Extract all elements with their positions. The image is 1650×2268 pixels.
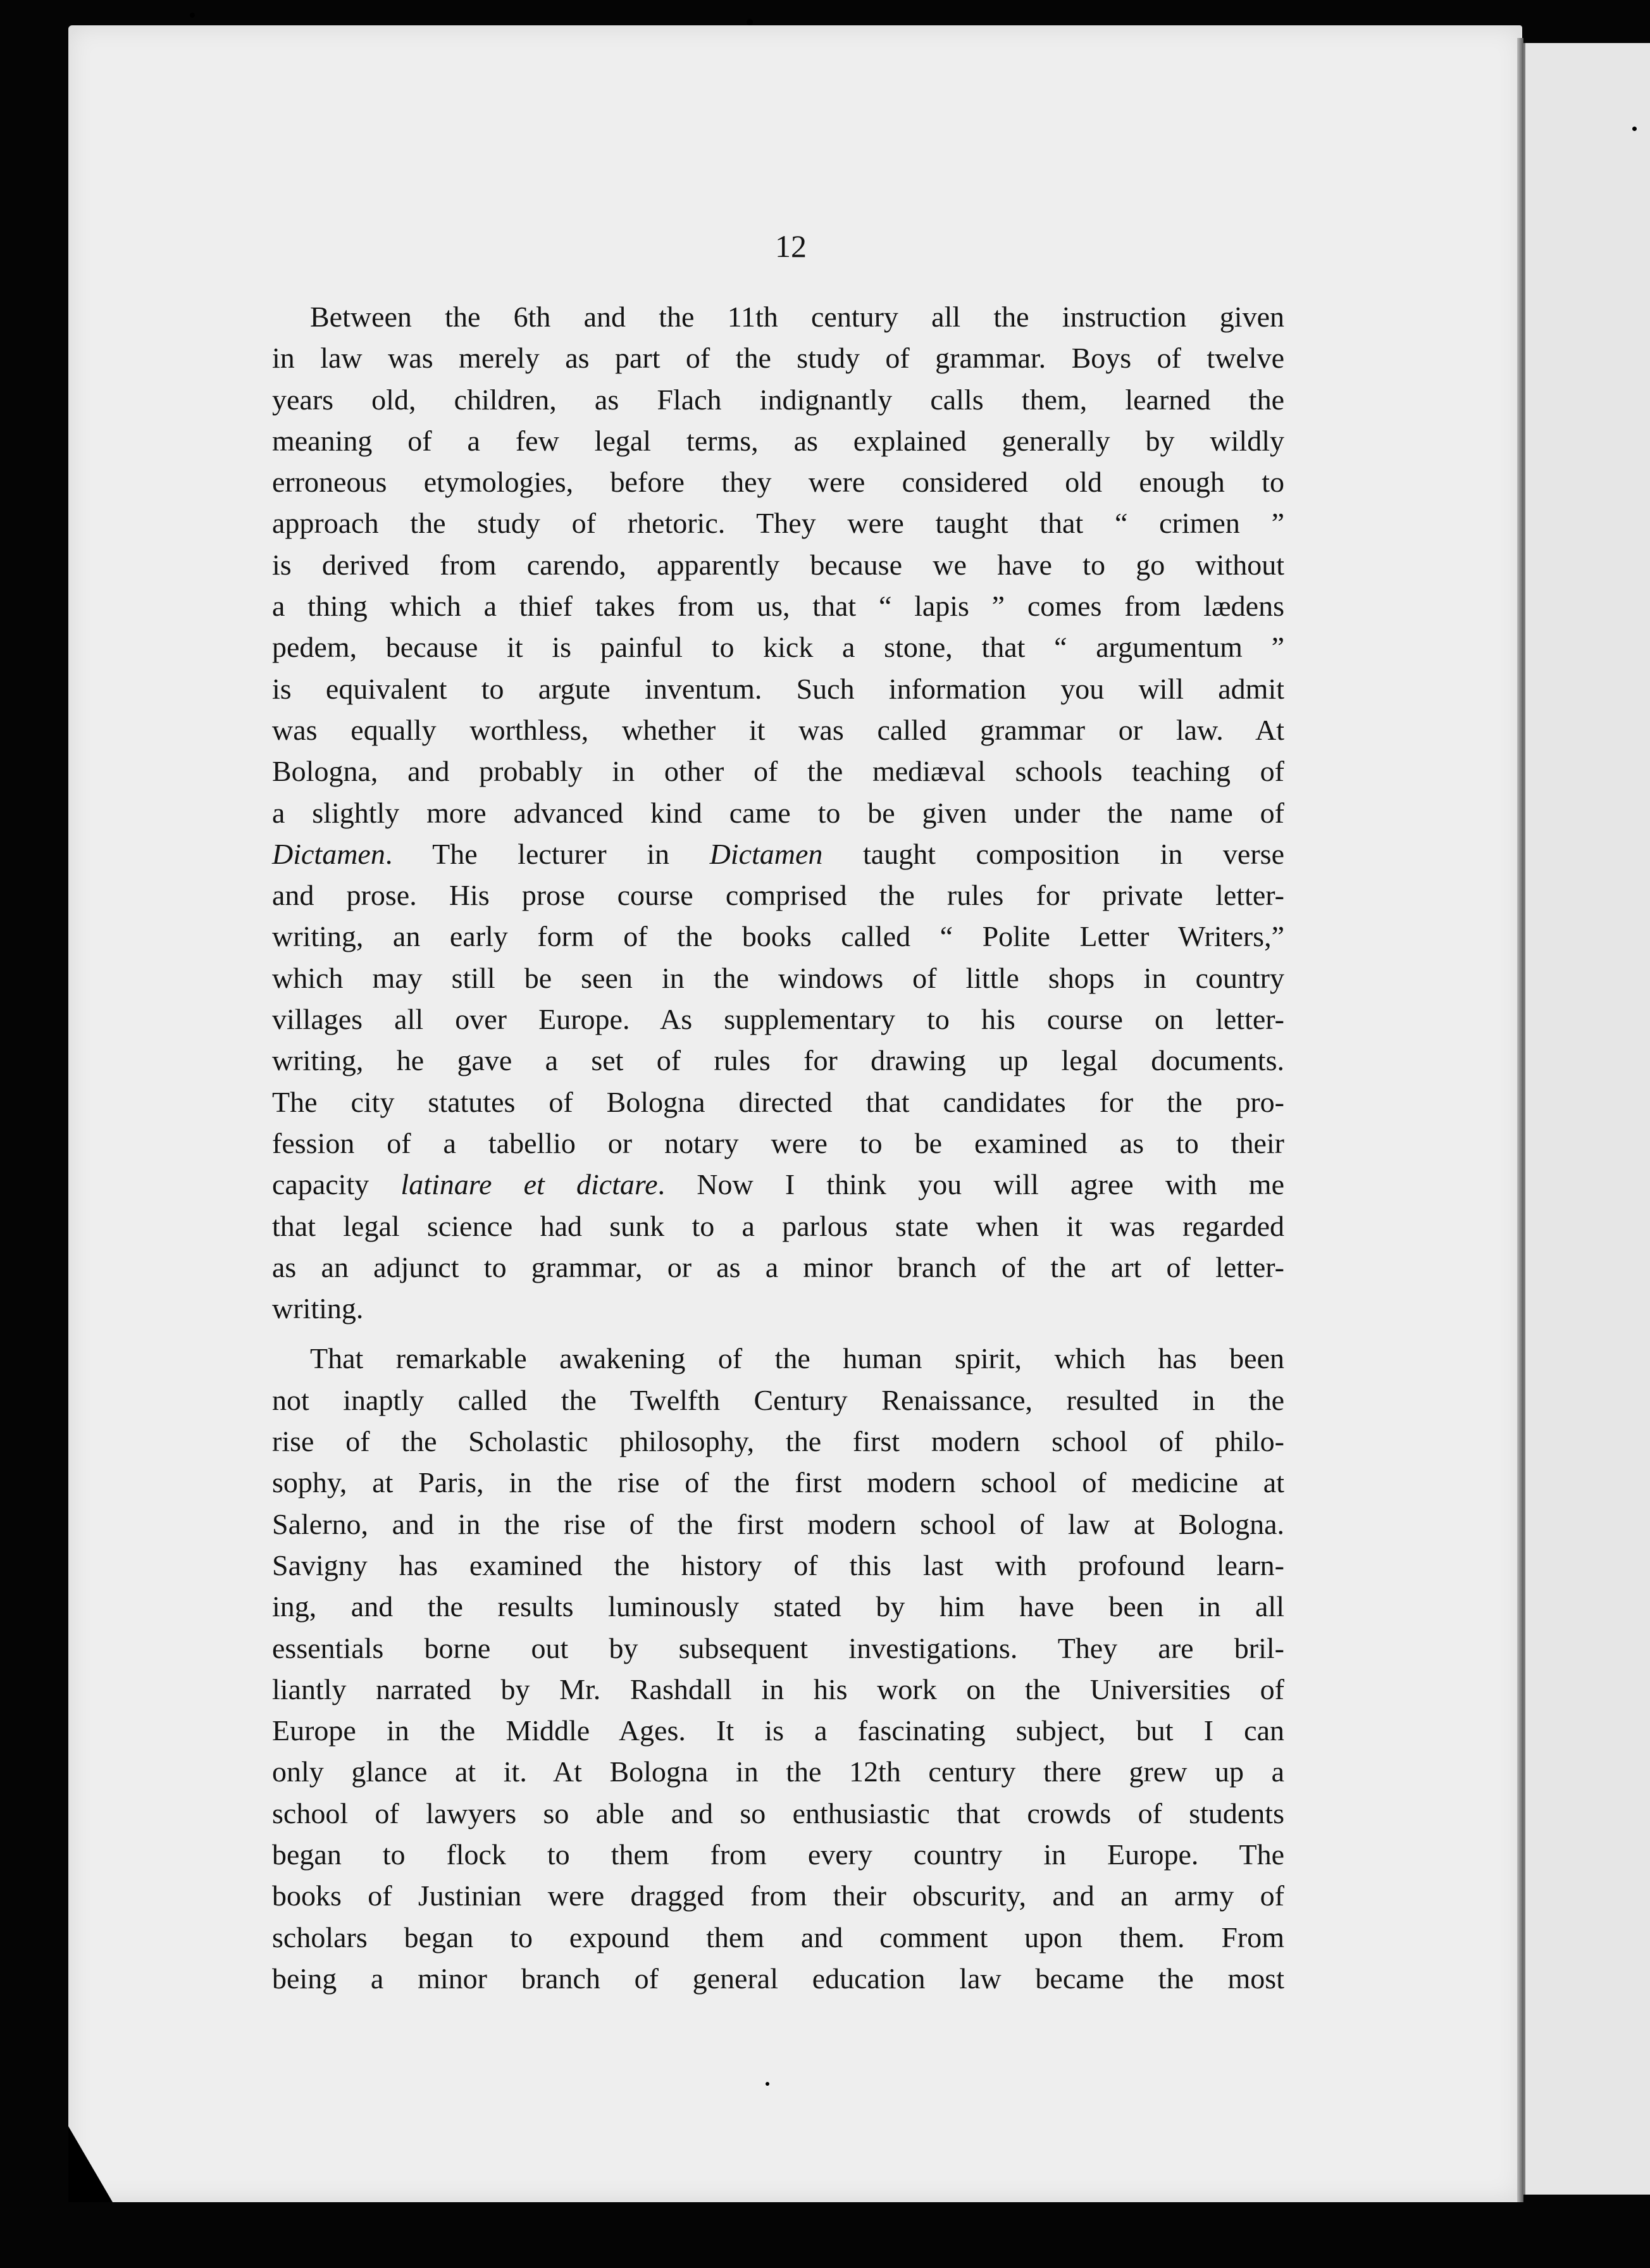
text-line: that legal science had sunk to a parlous state when it was regarded bbox=[272, 1209, 1284, 1242]
text-line: being a minor branch of general education law became the most bbox=[272, 1962, 1284, 1995]
text-line: in law was merely as part of the study of grammar. Boys of twelve bbox=[272, 342, 1284, 375]
text-line: scholars began to expound them and comment upon them. From bbox=[272, 1921, 1284, 1953]
text-line: books of Justinian were dragged from their obscurity, and an army of bbox=[272, 1879, 1284, 1912]
next-page-edge bbox=[1523, 43, 1650, 2195]
text-line: and prose. His prose course comprised the rules for private letter- bbox=[272, 879, 1284, 912]
scan-speck bbox=[766, 2082, 769, 2086]
text-line: a slightly more advanced kind came to be given under the name of bbox=[272, 796, 1284, 829]
text-line: sophy, at Paris, in the rise of the first modern school of medicine at bbox=[272, 1466, 1284, 1499]
text-line: Savigny has examined the history of this last with profound learn- bbox=[272, 1548, 1284, 1581]
text-line: pedem, because it is painful to kick a stone, that “ argumentum ” bbox=[272, 631, 1284, 664]
text-line: That remarkable awakening of the human spirit, which has been bbox=[310, 1342, 1284, 1375]
text-line: not inaptly called the Twelfth Century Renaissance, resulted in the bbox=[272, 1383, 1284, 1416]
page-number: 12 bbox=[775, 228, 807, 264]
text-line: essentials borne out by subsequent investigations. They are bril- bbox=[272, 1631, 1284, 1664]
text-line: meaning of a few legal terms, as explained generally by wildly bbox=[272, 424, 1284, 457]
text-line: was equally worthless, whether it was called grammar or law. At bbox=[272, 713, 1284, 746]
text-line: writing, an early form of the books called “ Polite Letter Writers,” bbox=[272, 920, 1284, 953]
text-line: Between the 6th and the 11th century all the instruction given bbox=[310, 301, 1284, 333]
text-line: school of lawyers so able and so enthusiastic that crowds of students bbox=[272, 1797, 1284, 1829]
text-line: Dictamen. The lecturer in Dictamen taught composition in verse bbox=[272, 837, 1284, 870]
text-line: Europe in the Middle Ages. It is a fascinating subject, but I can bbox=[272, 1714, 1284, 1747]
text-line: fession of a tabellio or notary were to be examined as to their bbox=[272, 1126, 1284, 1159]
text-line: years old, children, as Flach indignantly calls them, learned the bbox=[272, 383, 1284, 416]
text-line: erroneous etymologies, before they were considered old enough to bbox=[272, 466, 1284, 499]
scan-speck bbox=[1632, 127, 1637, 131]
text-line: is derived from carendo, apparently because we have to go without bbox=[272, 548, 1284, 581]
page-gutter bbox=[1517, 38, 1523, 2202]
scan-speck bbox=[747, 19, 753, 25]
paragraph-1 bbox=[272, 296, 1284, 1329]
text-line: ing, and the results luminously stated by him have been in all bbox=[272, 1590, 1284, 1623]
text-line: began to flock to them from every country in Europe. The bbox=[272, 1838, 1284, 1871]
text-line: only glance at it. At Bologna in the 12th century there grew up a bbox=[272, 1755, 1284, 1788]
paragraph-2 bbox=[272, 1338, 1284, 1999]
scan-speck bbox=[190, 13, 195, 18]
body-text bbox=[272, 296, 1284, 1999]
text-line: villages all over Europe. As supplementary to his course on letter- bbox=[272, 1003, 1284, 1036]
text-line: Bologna, and probably in other of the mediæval schools teaching of bbox=[272, 755, 1284, 788]
page-corner-fold bbox=[68, 2126, 113, 2202]
text-line: a thing which a thief takes from us, that “ lapis ” comes from lædens bbox=[272, 590, 1284, 623]
text-line: writing, he gave a set of rules for drawing up legal documents. bbox=[272, 1044, 1284, 1077]
text-line: liantly narrated by Mr. Rashdall in his work on the Universities of bbox=[272, 1673, 1284, 1705]
text-line: capacity latinare et dictare. Now I think you will agree with me bbox=[272, 1168, 1284, 1201]
text-line: as an adjunct to grammar, or as a minor branch of the art of letter- bbox=[272, 1250, 1284, 1283]
text-line: Salerno, and in the rise of the first modern school of law at Bologna. bbox=[272, 1507, 1284, 1540]
text-line: writing. bbox=[272, 1292, 364, 1325]
text-line: approach the study of rhetoric. They were taught that “ crimen ” bbox=[272, 507, 1284, 540]
text-line: is equivalent to argute inventum. Such information you will admit bbox=[272, 672, 1284, 705]
text-line: which may still be seen in the windows of little shops in country bbox=[272, 961, 1284, 994]
text-line: rise of the Scholastic philosophy, the first modern school of philo- bbox=[272, 1425, 1284, 1458]
text-line: The city statutes of Bologna directed that candidates for the pro- bbox=[272, 1085, 1284, 1118]
